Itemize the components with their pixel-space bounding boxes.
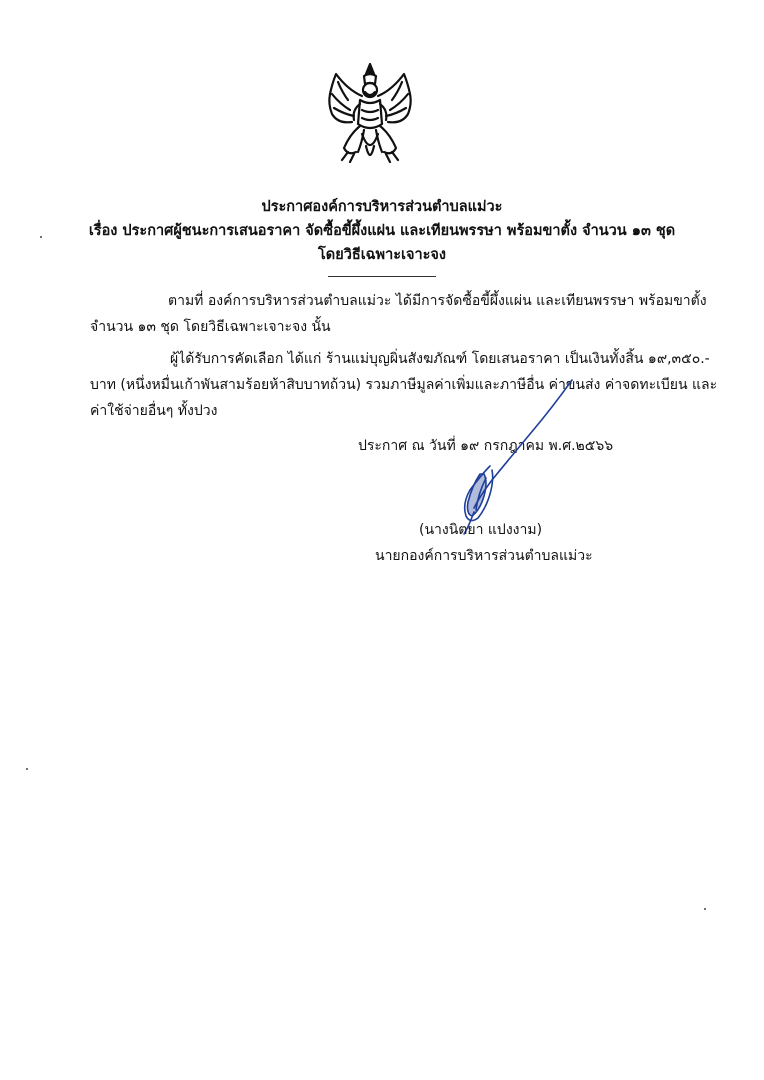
signatory-position: นายกองค์การบริหารส่วนตำบลแม่วะ <box>375 548 593 564</box>
handwritten-signature <box>440 378 590 538</box>
garuda-emblem <box>318 60 422 168</box>
signatory-name: (นางนิตยา แปงงาม) <box>419 522 543 538</box>
scan-speck <box>704 908 706 910</box>
scan-speck <box>26 768 28 770</box>
paragraph-1-line-2: จำนวน ๑๓ ชุด โดยวิธีเฉพาะเจาะจง นั้น <box>90 319 331 335</box>
paragraph-2-line-3: ค่าใช้จ่ายอื่นๆ ทั้งปวง <box>90 403 218 419</box>
paragraph-2-line-1: ผู้ได้รับการคัดเลือก ได้แก่ ร้านแม่บุญผิ่นสังฆภัณฑ์ โดยเสนอราคา เป็นเงินทั้งสิ้น ๑๙,๓๕๐.- <box>170 351 710 367</box>
divider-line <box>328 276 436 277</box>
scan-speck <box>40 236 42 238</box>
announcement-title: ประกาศองค์การบริหารส่วนตำบลแม่วะ <box>261 199 503 215</box>
paragraph-2-line-2: บาท (หนึ่งหมื่นเก้าพันสามร้อยห้าสิบบาทถ้วน) รวมภาษีมูลค่าเพิ่มและภาษีอื่น ค่าขนส่ง ค่าจดทะเบียน และ <box>90 377 718 393</box>
announcement-method: โดยวิธีเฉพาะเจาะจง <box>318 247 446 263</box>
announcement-subject: เรื่อง ประกาศผู้ชนะการเสนอราคา จัดซื้อขี้ผึ้งแผ่น และเทียนพรรษา พร้อมขาตั้ง จำนวน ๑๓ ชุด <box>88 223 676 239</box>
paragraph-1-line-1: ตามที่ องค์การบริหารส่วนตำบลแม่วะ ได้มีการจัดซื้อขี้ผึ้งแผ่น และเทียนพรรษา พร้อมขาตั้ง <box>168 293 707 309</box>
date-line: ประกาศ ณ วันที่ ๑๙ กรกฎาคม พ.ศ.๒๕๖๖ <box>358 438 614 454</box>
